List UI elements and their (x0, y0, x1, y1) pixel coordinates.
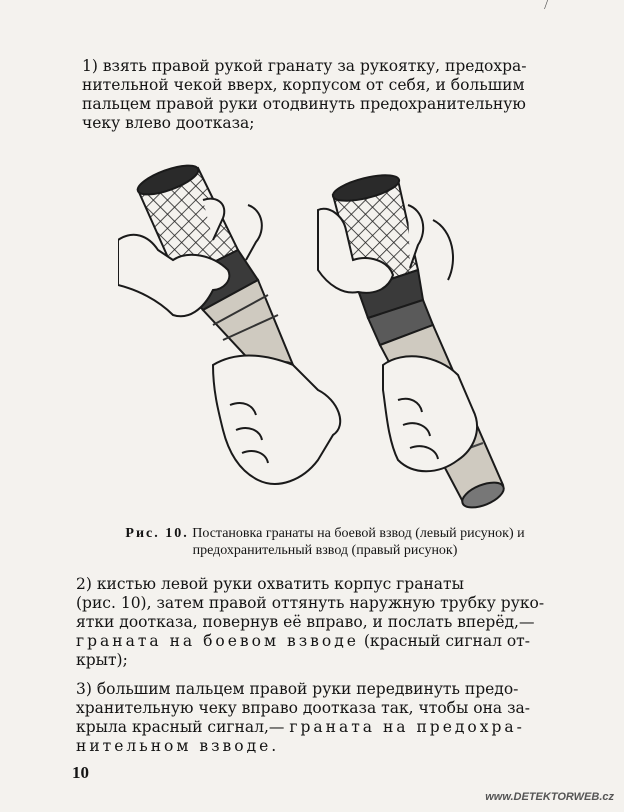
figure-caption-text: Постановка гранаты на боевой взвод (левый рисунок) и (188, 526, 525, 541)
step-1-line: чеку влево доотказа; (82, 114, 255, 132)
step-1-line: 1) взять правой рукой гранату за рукоятку, предохра- (82, 57, 527, 75)
emphasis-spaced: граната на предохра- (289, 718, 525, 736)
page-number: 10 (72, 763, 89, 782)
grenade-hands-drawing (118, 150, 538, 510)
figure-caption-label: Рис. 10. (125, 526, 189, 541)
instruction-step-1 (82, 57, 582, 133)
step-1-line: нительной чекой вверх, корпусом от себя, и большим (82, 76, 525, 94)
watermark: www.DETEKTORWEB.cz (485, 791, 614, 803)
step-3-line: хранительную чеку вправо доотказа так, чтобы она за- (76, 699, 531, 717)
step-2-line: (рис. 10), затем правой оттянуть наружную трубку руко- (76, 594, 545, 612)
right-hand-lower (383, 356, 477, 471)
corner-mark: / (544, 0, 548, 13)
step-3-line-start: крыла красный сигнал,— (76, 718, 285, 736)
step-1-line: пальцем правой руки отодвинуть предохранительную (82, 95, 526, 113)
grenade-illustration (118, 150, 538, 510)
figure-caption (60, 525, 590, 559)
figure-caption-text-2: предохранительный взвод (правый рисунок) (192, 543, 458, 558)
step-2-line: крыт); (76, 651, 128, 669)
step-2-line: ятки доотказа, повернув её вправо, и послать вперёд,— (76, 613, 535, 631)
step-2-line (76, 632, 586, 651)
instruction-step-2 (76, 575, 586, 670)
emphasis-spaced: граната на боевом взводе (76, 632, 359, 650)
instruction-step-3 (76, 680, 586, 756)
step-2-line: 2) кистью левой руки охватить корпус гранаты (76, 575, 464, 593)
step-2-line-rest: (красный сигнал от- (358, 632, 530, 650)
step-3-line: нительном взводе. (76, 737, 280, 755)
step-3-line (76, 718, 586, 737)
left-hand-lower (213, 356, 340, 484)
step-3-line: 3) большим пальцем правой руки передвинуть предо- (76, 680, 519, 698)
